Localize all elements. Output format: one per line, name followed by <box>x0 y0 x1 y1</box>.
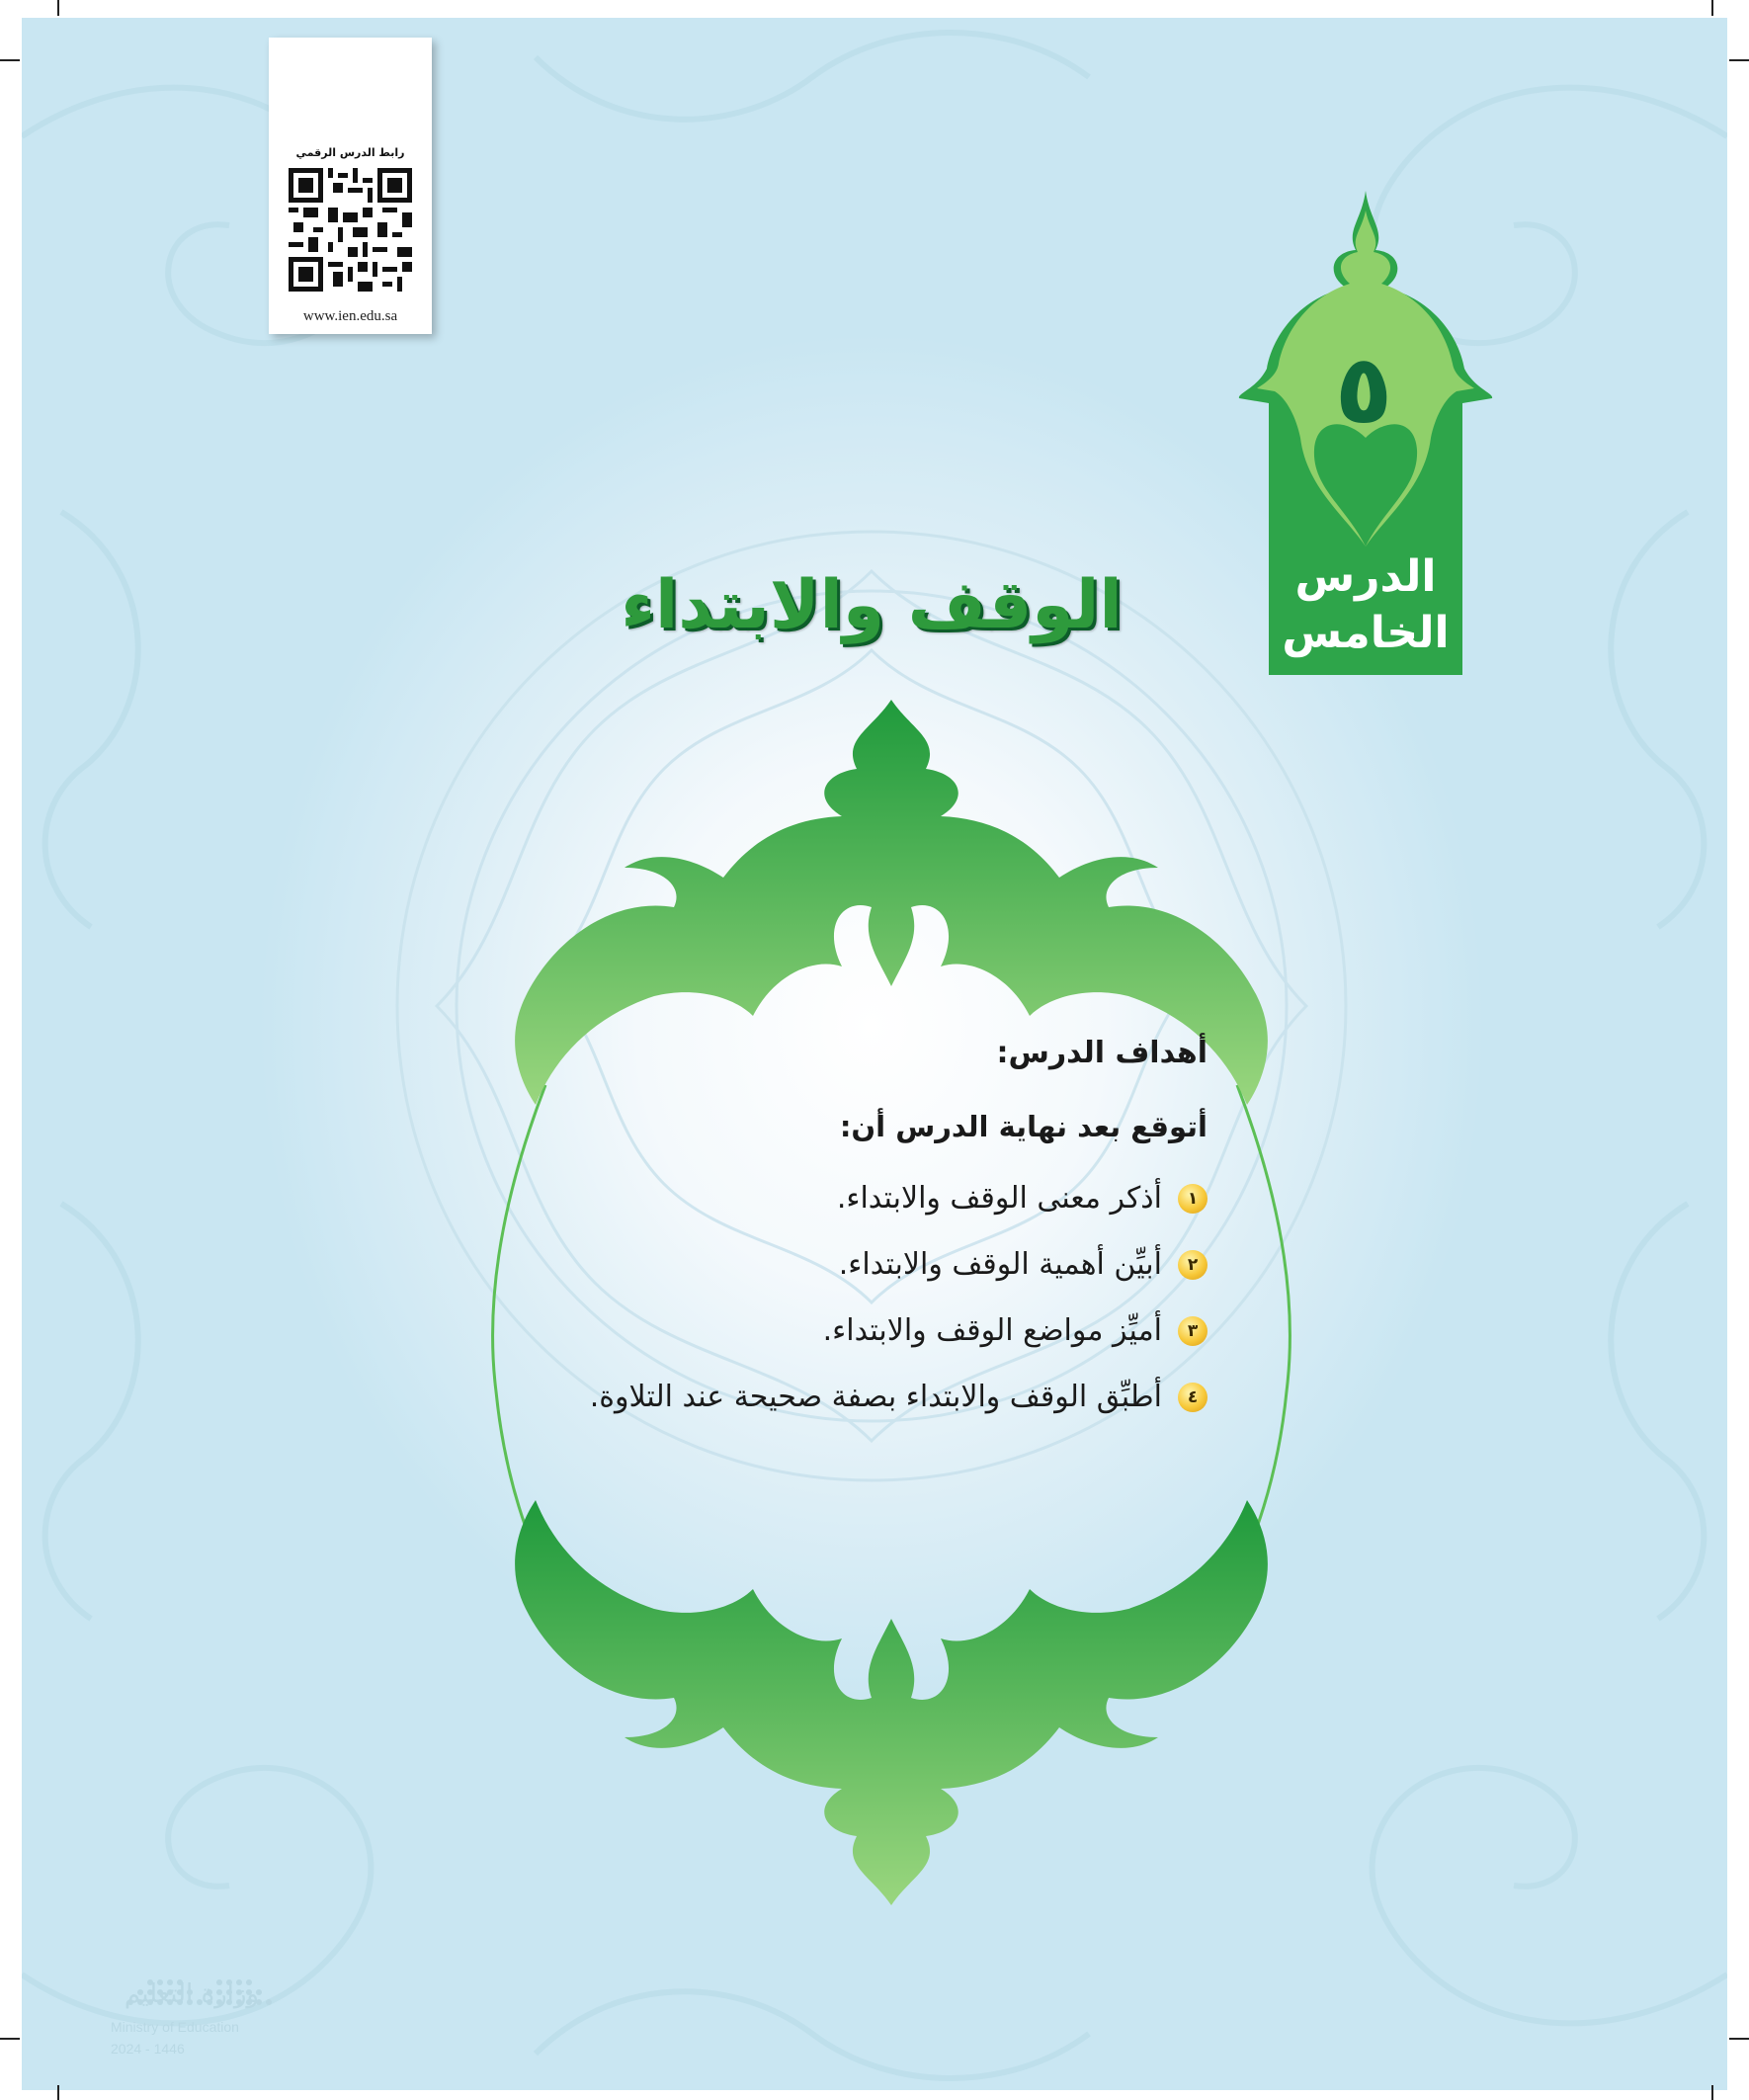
objective-item <box>496 1313 1208 1348</box>
lesson-title: الوقف والابتداء <box>621 566 1123 644</box>
objective-number-badge: ٣ <box>1178 1316 1208 1346</box>
objectives-list <box>496 1181 1208 1414</box>
objectives-intro: أتوقع بعد نهاية الدرس أن: <box>839 1110 1208 1143</box>
crop-mark <box>1729 2038 1749 2040</box>
lesson-number: ٥ <box>1334 334 1393 445</box>
objective-number-badge: ٢ <box>1178 1250 1208 1280</box>
objective-number-badge: ١ <box>1178 1184 1208 1214</box>
objective-item <box>496 1181 1208 1216</box>
crop-mark <box>1711 0 1713 16</box>
ministry-name-ar: وزارة التعليم <box>124 1979 259 2009</box>
crop-mark <box>57 0 59 16</box>
qr-card[interactable] <box>269 38 432 334</box>
crop-mark <box>0 59 20 61</box>
crop-mark <box>57 2085 59 2100</box>
objective-text: أذكر معنى الوقف والابتداء. <box>836 1181 1162 1216</box>
qr-url[interactable]: www.ien.edu.sa <box>302 308 398 324</box>
objective-number-badge: ٤ <box>1178 1383 1208 1412</box>
lesson-label-line1: الدرس <box>1294 551 1437 602</box>
objective-item <box>496 1380 1208 1414</box>
crop-mark <box>1711 2085 1713 2100</box>
lesson-objectives <box>496 1036 1208 1446</box>
objective-text: أبيِّن أهمية الوقف والابتداء. <box>838 1247 1162 1282</box>
crop-mark <box>1729 59 1749 61</box>
objective-text: أطبِّق الوقف والابتداء بصفة صحيحة عند التلاوة. <box>589 1380 1162 1414</box>
qr-caption: رابط الدرس الرقمي <box>295 146 405 159</box>
objectives-heading: أهداف الدرس: <box>996 1036 1208 1070</box>
ministry-year: 2024 - 1446 <box>111 2041 185 2057</box>
objective-item <box>496 1247 1208 1282</box>
lesson-label-line2: الخامس <box>1282 608 1450 658</box>
objective-text: أميِّز مواضع الوقف والابتداء. <box>822 1313 1162 1348</box>
qr-code-icon[interactable] <box>289 168 412 292</box>
crop-mark <box>0 2038 20 2040</box>
ministry-name-en: Ministry of Education <box>111 2019 239 2035</box>
page <box>22 18 1727 2090</box>
